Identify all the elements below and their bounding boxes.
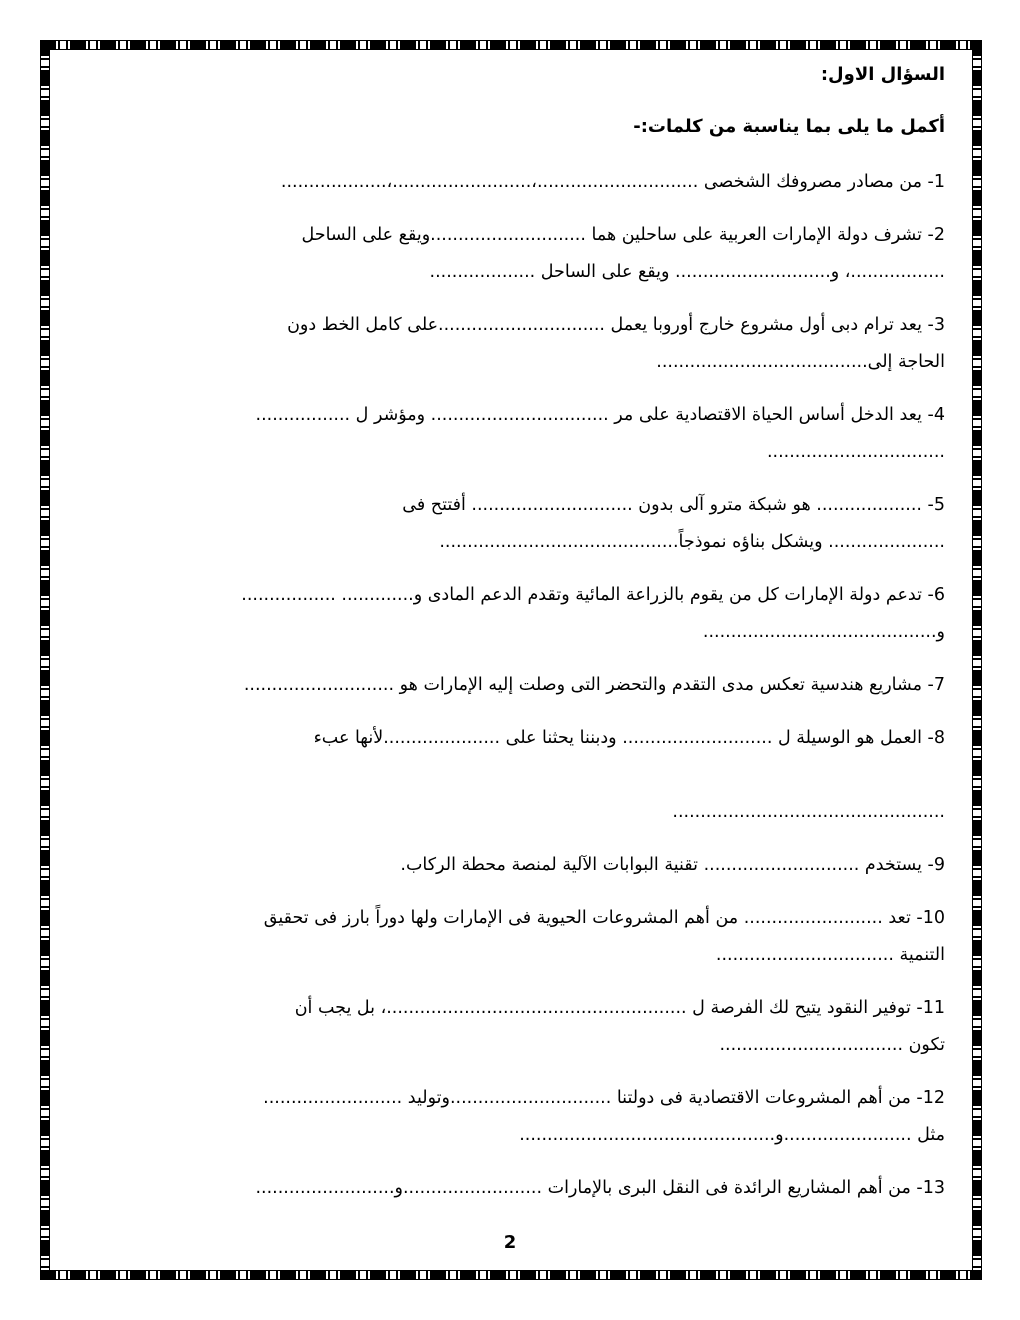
item-line: 9- يستخدم ............................ تقنية البوابات الآلية لمنصة محطة الركاب. — [400, 855, 945, 875]
page-border-right — [972, 40, 982, 1280]
fill-in-item-2 — [75, 217, 945, 291]
item-line: .................، و............................ ويقع على الساحل ................... — [429, 262, 945, 282]
question-instruction: أكمل ما يلى بما يناسبة من كلمات:- — [633, 116, 945, 137]
fill-in-item-6 — [75, 577, 945, 651]
item-line: ................................................. — [672, 802, 945, 822]
item-line: 4- يعد الدخل أساس الحياة الاقتصادية على مر ................................ ومؤشر ل ................. — [255, 405, 945, 425]
item-line: 11- توفير النقود يتيح لك الفرصة ل ......................................................، بل يجب أن — [294, 998, 945, 1018]
page-border-left — [40, 40, 50, 1280]
item-line: 1- من مصادر مصروفك الشخصى .............................،.........................،................... — [280, 172, 945, 192]
fill-in-item-11 — [75, 990, 945, 1064]
fill-in-item-4 — [75, 397, 945, 471]
item-line: 2- تشرف دولة الإمارات العربية على ساحلين هما ............................ويقع على الساحل — [301, 225, 945, 245]
item-line-gap — [75, 757, 945, 794]
question-title: السؤال الاول: — [820, 64, 945, 85]
item-line: 8- العمل هو الوسيلة ل ........................... ودبننا يحثنا على .....................لأنها عبء — [313, 728, 945, 748]
item-line: 10- تعد ......................... من أهم المشروعات الحيوية فى الإمارات ولها دوراً بارز فى تحقيق — [263, 908, 945, 928]
fill-in-item-12 — [75, 1080, 945, 1154]
item-line: ................................ — [766, 442, 945, 462]
item-line: 7- مشاريع هندسية تعكس مدى التقدم والتحضر التى وصلت إليه الإمارات هو ........................... — [243, 675, 945, 695]
fill-in-list — [75, 164, 945, 1207]
page-border-bottom — [40, 1270, 982, 1280]
item-line: التنمية ................................ — [715, 945, 945, 965]
worksheet-content — [75, 58, 945, 1223]
item-line: تكون ................................. — [719, 1035, 945, 1055]
fill-in-item-7 — [75, 667, 945, 704]
fill-in-item-13 — [75, 1170, 945, 1207]
item-line: الحاجة إلى...................................... — [656, 352, 945, 372]
fill-in-item-10 — [75, 900, 945, 974]
fill-in-item-5 — [75, 487, 945, 561]
item-line: مثل .......................و.............................................. — [519, 1125, 945, 1145]
fill-in-item-9 — [75, 847, 945, 884]
fill-in-item-3 — [75, 307, 945, 381]
page-number: 2 — [503, 1232, 517, 1253]
fill-in-item-8 — [75, 720, 945, 831]
item-line: 6- تدعم دولة الإمارات كل من يقوم بالزراعة المائية وتقدم الدعم المادى و............. ................. — [241, 585, 945, 605]
item-line: و.......................................... — [702, 622, 945, 642]
item-line: ..................... ويشكل بناؤه نموذجاً........................................... — [439, 532, 945, 552]
fill-in-item-1 — [75, 164, 945, 201]
item-line: 3- يعد ترام دبى أول مشروع خارج أوروبا يعمل ..............................على كامل الخط دون — [287, 315, 945, 335]
item-line: 5- ................... هو شبكة مترو آلى بدون ............................. أفتتح فى — [402, 495, 945, 515]
item-line: 12- من أهم المشروعات الاقتصادية فى دولتنا .............................وتوليد ......................... — [263, 1088, 945, 1108]
item-line: 13- من أهم المشاريع الرائدة فى النقل البرى بالإمارات .........................و......................... — [255, 1178, 945, 1198]
page-border-top — [40, 40, 982, 50]
